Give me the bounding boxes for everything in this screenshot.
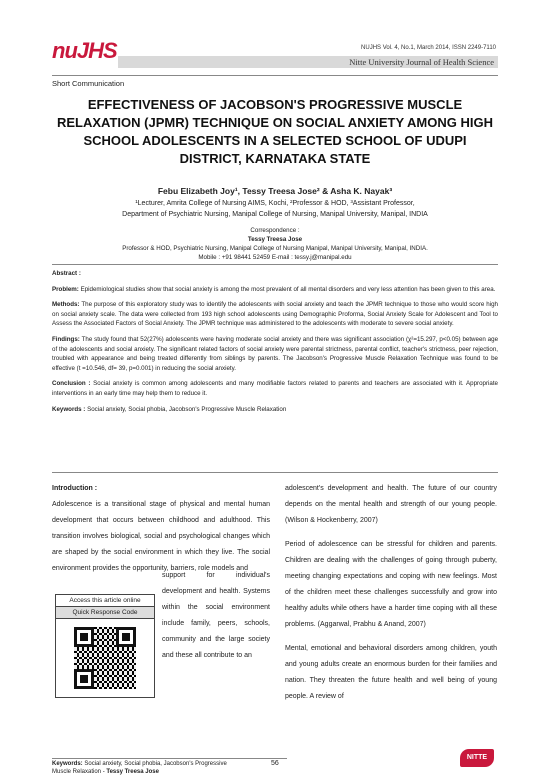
- keywords-text: Social anxiety, Social phobia, Jacobson's Progressive Muscle Relaxation: [87, 405, 287, 413]
- section-type: Short Communication: [52, 79, 125, 88]
- correspondence: [52, 226, 498, 262]
- nitte-logo: NITTE: [460, 749, 494, 767]
- article-title: EFFECTIVENESS OF JACOBSON'S PROGRESSIVE MUSCLE RELAXATION (JPMR) TECHNIQUE ON SOCIAL ANXIETY AMONG HIGH SCHOOL ADOLESCENTS IN A SELECTED SCHOOL OF UDUPI DISTRICT, KARNATAKA STATE: [56, 97, 493, 166]
- access-box-title: Access this article online: [56, 595, 154, 607]
- footer-keywords: [52, 760, 227, 776]
- methods-text: The purpose of this exploratory study was to identify the adolescents with social anxiety and teach the JPMR technique to those who would score high on social anxiety scale. The data were collected from 193 high school adolescents using Demographic Proforma, Social Anxiety Scale for Adolescent and Tool to Assess the Associated Factors of Social Anxiety. The JPMR technique was administered to the adolescents with moderate to severe social anxiety.: [52, 301, 498, 328]
- affiliations: [52, 198, 498, 220]
- footer-keywords-label: Keywords:: [52, 761, 83, 767]
- conclusion-label: Conclusion :: [52, 380, 91, 388]
- footer-keywords-line: Social anxiety, Social phobia, Jacobson's Progressive: [84, 761, 227, 767]
- journal-name: Nitte University Journal of Health Science: [349, 57, 494, 67]
- findings-text: The study found that 52(27%) adolescents were having moderate social anxiety and there was significant association (χ²=15.297, p<0.05) between age of the adolescents and social anxiety. The significant related factors of social anxiety were parental strictness, parental conflict, teacher's strictness, peer rejection, troubled with appearance and being treated differently from siblings by parents. The Jacobson's Progressive Muscle Relaxation Technique was found to be effective (t =10.546, df= 39, p=0.001) in reducing the social anxiety.: [52, 335, 499, 372]
- body-paragraph: Period of adolescence can be stressful for children and parents. Children are dealing with the challenges of going through puberty, meeting changing expectations and coping with new feelings. Most of the children meet these challenges successfully and grow into healthy adults while others have a harder time coping with all these problems. (Aggarwal, Prabhu & Anand, 2007): [285, 541, 497, 628]
- left-column: [52, 481, 270, 577]
- keywords-label: Keywords :: [52, 405, 86, 413]
- correspondence-contact: Mobile : +91 98441 52459 E-mail : tessy.j@manipal.edu: [198, 254, 352, 261]
- intro-paragraph-wrap: support for individual's development and health. Systems within the social environment include family, peers, schools, community and the large society and these all contribute to an: [162, 572, 270, 659]
- affiliation-line: Department of Psychiatric Nursing, Manipal College of Nursing, Manipal University, Manipal, INDIA: [122, 211, 428, 218]
- divider: [52, 75, 498, 76]
- abstract-heading: Abstract :: [52, 270, 81, 277]
- intro-heading: Introduction :: [52, 485, 98, 492]
- correspondence-affil: Professor & HOD, Psychiatric Nursing, Manipal College of Nursing Manipal, Manipal University, Manipal, INDIA.: [122, 245, 428, 252]
- body-paragraph: adolescent's development and health. The future of our country depends on the mental health and strength of our young people. (Wilson & Hockenberry, 2007): [285, 485, 497, 524]
- page-number: 56: [271, 760, 279, 767]
- conclusion-text: Social anxiety is common among adolescents and many modifiable factors related to parents and teachers are associated with it. Appropriate interventions in an early time may help them to reduce it.: [52, 380, 498, 397]
- correspondence-label: Correspondence :: [250, 227, 300, 234]
- body-paragraph: Mental, emotional and behavioral disorders among children, youth and young adults create an enormous burden for their families and nation. They threaten the future health and well being of young people. A review of: [285, 645, 497, 700]
- problem-text: Epidemiological studies show that social anxiety is among the most prevalent of all mental disorders and very less attention has been given to this area.: [80, 285, 496, 293]
- journal-meta: NUJHS Vol. 4, No.1, March 2014, ISSN 2249-7110: [361, 45, 496, 51]
- findings-label: Findings:: [52, 335, 80, 343]
- divider: [52, 472, 498, 473]
- correspondence-name: Tessy Treesa Jose: [247, 236, 303, 243]
- problem-label: Problem:: [52, 285, 79, 293]
- intro-paragraph: Adolescence is a transitional stage of physical and mental human development that occurs between childhood and adulthood. This transition involves biological, social and psychological changes which are shaped by the social environment in which they live. The social environment provides the opportunity, barriers, role models and: [52, 501, 270, 572]
- right-column: [285, 481, 497, 713]
- footer-keywords-line: Muscle Relaxation -: [52, 769, 107, 775]
- access-article-box: [55, 594, 155, 698]
- footer-author: Tessy Treesa Jose: [106, 769, 159, 775]
- access-box-subtitle: Quick Response Code: [56, 607, 154, 619]
- methods-label: Methods:: [52, 301, 80, 309]
- article-authors: Febu Elizabeth Joy¹, Tessy Treesa Jose² & Asha K. Nayak³: [157, 186, 393, 196]
- divider: [52, 264, 498, 265]
- qr-code-icon[interactable]: [74, 627, 136, 689]
- abstract: [52, 269, 498, 420]
- divider: [52, 758, 287, 759]
- journal-logo: nuJHS: [52, 38, 117, 63]
- affiliation-line: ¹Lecturer, Amrita College of Nursing AIMS, Kochi, ²Professor & HOD, ³Assistant Professor,: [135, 200, 415, 207]
